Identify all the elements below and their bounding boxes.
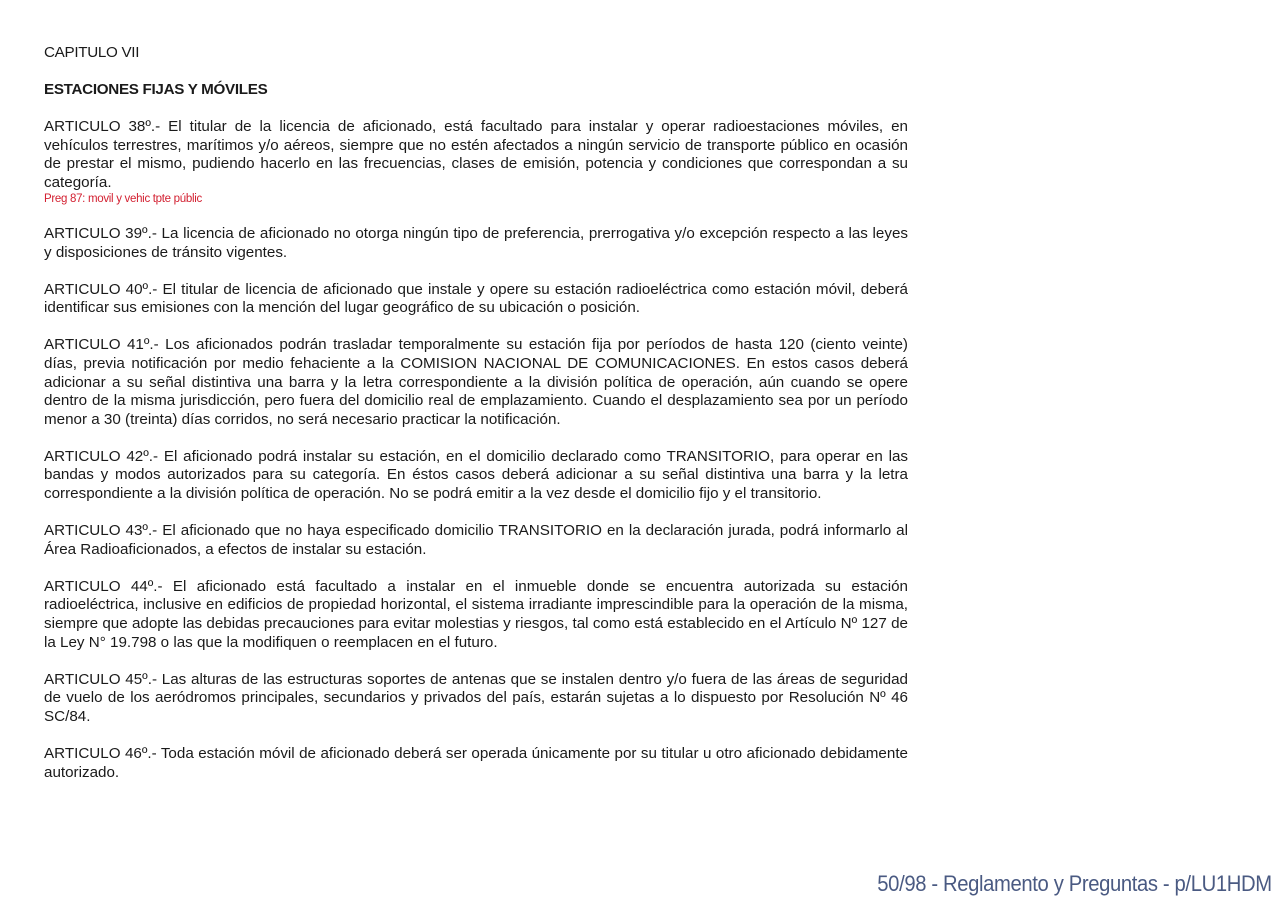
study-note: Preg 87: movil y vehic tpte públic [44,193,202,206]
chapter-heading: CAPITULO VII [44,44,140,61]
article-45: ARTICULO 45º.- Las alturas de las estructuras soportes de antenas que se instalen dentro y/o fuera de las áreas de seguridad de vuelo de los aeródromos principales, secundarios y privados del país, estarán sujetas a lo dispuesto por Resolución Nº 46 SC/84. [44,670,908,725]
document-page [44,44,908,782]
article-40: ARTICULO 40º.- El titular de licencia de aficionado que instale y opere su estación radioeléctrica como estación móvil, deberá identificar sus emisiones con la mención del lugar geográfico de su ubicación o posición. [44,280,908,317]
article-44: ARTICULO 44º.- El aficionado está facultado a instalar en el inmueble donde se encuentra autorizada su estación radioeléctrica, inclusive en edificios de propiedad horizontal, el sistema irradiante imprescindible para la operación de la misma, siempre que adopte las debidas precauciones para evitar molestias y riesgos, tal como está establecido en el Artículo Nº 127 de la Ley N° 19.798 o las que la modifiquen o reemplacen en el futuro. [44,577,908,651]
article-42: ARTICULO 42º.- El aficionado podrá instalar su estación, en el domicilio declarado como TRANSITORIO, para operar en las bandas y modos autorizados para su categoría. En éstos casos deberá adicionar a su señal distintiva una barra y la letra correspondiente a la división política de operación. No se podrá emitir a la vez desde el domicilio fijo y el transitorio. [44,447,908,502]
article-text: ARTICULO 38º.- El titular de la licencia de aficionado, está facultado para instalar y operar radioestaciones móviles, en vehículos terrestres, marítimos y/o aéreos, siempre que no estén afectados a ningún servicio de transporte público en ocasión de prestar el mismo, pudiendo hacerlo en las frecuencias, clases de emisión, potencia y condiciones que correspondan a su categoría. [44,118,908,191]
article-39: ARTICULO 39º.- La licencia de aficionado no otorga ningún tipo de preferencia, prerrogativa y/o excepción respecto a las leyes y disposiciones de tránsito vigentes. [44,224,908,261]
article-46: ARTICULO 46º.- Toda estación móvil de aficionado deberá ser operada únicamente por su titular u otro aficionado debidamente autorizado. [44,744,908,781]
article-43: ARTICULO 43º.- El aficionado que no haya especificado domicilio TRANSITORIO en la declaración jurada, podrá informarlo al Área Radioaficionados, a efectos de instalar su estación. [44,522,908,558]
section-title: ESTACIONES FIJAS Y MÓVILES [44,81,268,98]
article-41: ARTICULO 41º.- Los aficionados podrán trasladar temporalmente su estación fija por períodos de hasta 120 (ciento veinte) días, previa notificación por medio fehaciente a la COMISION NACIONAL DE COMUNICACIONES. En estos casos deberá adicionar a su señal distintiva una barra y la letra correspondiente a la división política de operación, aún cuando se opere dentro de la misma jurisdicción, pero fuera del domicilio real de emplazamiento. Cuando el desplazamiento sea por un período menor a 30 (treinta) días corridos, no será necesario practicar la notificación. [44,336,908,428]
page-footer: 50/98 - Reglamento y Preguntas - p/LU1HDM [877,871,1272,896]
article-38 [44,118,908,206]
